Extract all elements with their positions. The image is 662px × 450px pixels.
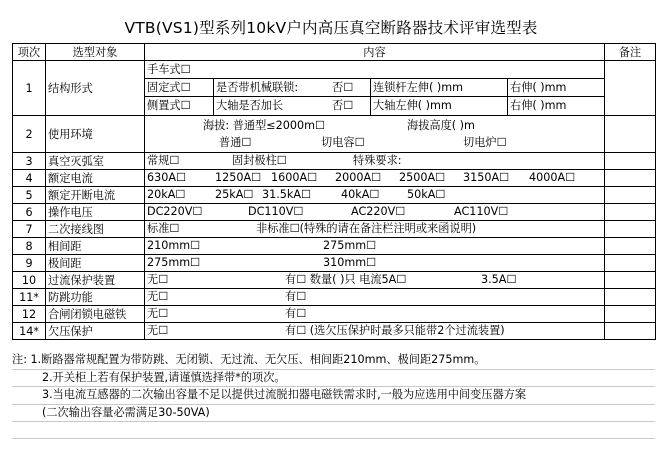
label-mech-interlock: 是否带机械联锁:: [216, 81, 299, 94]
row-label: 使用环境: [46, 116, 145, 153]
row-remarks[interactable]: [605, 238, 656, 255]
header-item-no: 项次: [13, 44, 46, 61]
option-voltage-ac110[interactable]: AC110V☐: [454, 205, 509, 218]
shaft-right-extend[interactable]: 右伸( )mm: [510, 99, 567, 112]
row-number: 14*: [13, 323, 46, 340]
option-voltage-dc220[interactable]: DC220V☐: [147, 205, 203, 218]
option-overcurrent-with[interactable]: 有☐ 数量( )只 电流5A☐: [285, 273, 407, 286]
option-interrupter-standard[interactable]: 常规☐: [147, 154, 180, 167]
row-label: 结构形式: [46, 61, 145, 116]
option-pole-310[interactable]: 310mm☐: [323, 256, 377, 269]
option-current-3150[interactable]: 3150A☐: [463, 171, 510, 184]
row-content: [145, 289, 605, 306]
page-title: VTB(VS1)型系列10kV户内高压真空断路器技术评审选型表: [124, 19, 538, 37]
row-remarks[interactable]: [605, 255, 656, 272]
option-env-normal[interactable]: 普通☐: [219, 136, 252, 149]
divider: [12, 386, 655, 387]
note-1: 注: 1.断路器常规配置为带防跳、无闭锁、无过流、无欠压、相间距210mm、极间距275mm。: [12, 353, 486, 366]
header-content: 内容: [145, 44, 605, 61]
option-current-2500[interactable]: 2500A☐: [399, 171, 446, 184]
row-label: 极间距: [46, 255, 145, 272]
divider: [12, 369, 655, 370]
row-content: [145, 187, 605, 204]
row-number: 6: [13, 204, 46, 221]
row-remarks[interactable]: [605, 221, 656, 238]
option-breaking-20ka[interactable]: 20kA☐: [147, 188, 186, 201]
option-wiring-nonstandard[interactable]: 非标准☐(特殊的请在备注栏注明或来函说明): [256, 222, 477, 235]
row-content: [145, 170, 605, 187]
option-env-furnace[interactable]: 切电炉☐: [463, 136, 507, 149]
table-header: [13, 44, 656, 61]
row-content: [145, 255, 605, 272]
table-row: [13, 272, 656, 289]
row-label: 相间距: [46, 238, 145, 255]
interlock-right-extend[interactable]: 右伸( )mm: [510, 81, 567, 94]
option-antipump-none[interactable]: 无☐: [147, 290, 169, 303]
option-pole-275[interactable]: 275mm☐: [147, 256, 201, 269]
row-label: 欠压保护: [46, 323, 145, 340]
note-2: 2.开关柜上若有保护装置,请谨慎选择带*的项次。: [42, 370, 286, 384]
option-closing-lock-none[interactable]: 无☐: [147, 307, 169, 320]
header-remarks: 备注: [605, 44, 656, 61]
table-row: [13, 204, 656, 221]
row-number: 9: [13, 255, 46, 272]
option-fixed[interactable]: 固定式☐: [147, 81, 191, 94]
altitude-height-field[interactable]: 海拔高度( )m: [407, 119, 475, 132]
row-remarks[interactable]: [605, 61, 656, 116]
row-content: [145, 204, 605, 221]
option-wiring-standard[interactable]: 标准☐: [147, 222, 180, 235]
row-number: 5: [13, 187, 46, 204]
row-content: [145, 238, 605, 255]
row-label: 真空灭弧室: [46, 153, 145, 170]
table-row: [13, 170, 656, 187]
option-current-630[interactable]: 630A☐: [147, 171, 187, 184]
row-number: 7: [13, 221, 46, 238]
note-3: 3.当电流互感器的二次输出容量不足以提供过流脱扣器电磁铁需求时,一般为应选用中间变压器方案: [42, 388, 527, 401]
divider: [12, 438, 655, 439]
option-current-1600[interactable]: 1600A☐: [271, 171, 318, 184]
row-remarks[interactable]: [605, 153, 656, 170]
row-remarks[interactable]: [605, 306, 656, 323]
header-object: 选型对象: [46, 44, 145, 61]
row-content: [145, 116, 605, 153]
row-remarks[interactable]: [605, 204, 656, 221]
row-number: 10: [13, 272, 46, 289]
option-overcurrent-3-5a[interactable]: 3.5A☐: [481, 273, 517, 286]
interlock-left-extend[interactable]: 连锁杆左伸( )mm: [373, 81, 464, 94]
row-number: 3: [13, 153, 46, 170]
row-content: [145, 272, 605, 289]
row-remarks[interactable]: [605, 323, 656, 340]
row-label: 过流保护装置: [46, 272, 145, 289]
row-remarks[interactable]: [605, 116, 656, 153]
option-current-4000[interactable]: 4000A☐: [529, 171, 576, 184]
option-breaking-40ka[interactable]: 40kA☐: [341, 188, 380, 201]
option-breaking-25ka[interactable]: 25kA☐: [215, 188, 254, 201]
option-voltage-dc110[interactable]: DC110V☐: [248, 205, 304, 218]
option-undervoltage-with[interactable]: 有☐ (选欠压保护时最多只能带2个过流装置): [285, 324, 505, 337]
option-side[interactable]: 侧置式☐: [147, 99, 191, 112]
option-embedded-pole[interactable]: 固封极柱☐: [232, 154, 287, 167]
option-voltage-ac220[interactable]: AC220V☐: [351, 205, 406, 218]
row-content: [145, 153, 605, 170]
label-shaft-extend: 大轴是否加长: [216, 99, 284, 112]
table-row: [13, 306, 656, 323]
table-row: [13, 289, 656, 306]
table-row: [13, 255, 656, 272]
row-label: 额定开断电流: [46, 187, 145, 204]
option-breaking-50ka[interactable]: 50kA☐: [407, 188, 446, 201]
row-number: 4: [13, 170, 46, 187]
row-remarks[interactable]: [605, 187, 656, 204]
shaft-left-extend[interactable]: 大轴左伸( )mm: [373, 99, 452, 112]
divider: [12, 404, 655, 405]
row-content: [145, 323, 605, 340]
option-closing-lock-with[interactable]: 有☐: [285, 307, 307, 320]
selection-table: [12, 43, 656, 340]
table-row: [13, 221, 656, 238]
table-row: [13, 153, 656, 170]
row-remarks[interactable]: [605, 272, 656, 289]
row-label: 操作电压: [46, 204, 145, 221]
table-row: [13, 61, 656, 116]
row-number: 8: [13, 238, 46, 255]
option-trolley[interactable]: 手车式☐: [147, 63, 191, 76]
row-label: 额定电流: [46, 170, 145, 187]
option-undervoltage-none[interactable]: 无☐: [147, 324, 169, 337]
option-phase-275[interactable]: 275mm☐: [323, 239, 377, 252]
label-special-request: 特殊要求:: [353, 154, 402, 167]
note-3-continued: (二次输出容量必需满足30-50VA): [42, 405, 210, 419]
row-content: [145, 61, 605, 116]
table-row: [13, 238, 656, 255]
row-label: 合闸闭锁电磁铁: [46, 306, 145, 323]
row-remarks[interactable]: [605, 170, 656, 187]
option-env-capacitor[interactable]: 切电容☐: [321, 136, 365, 149]
row-number: 2: [13, 116, 46, 153]
row-number: 1: [13, 61, 46, 116]
divider: [12, 421, 655, 422]
option-current-2000[interactable]: 2000A☐: [335, 171, 382, 184]
option-interlock-no[interactable]: 否☐: [332, 81, 354, 94]
option-phase-210[interactable]: 210mm☐: [147, 239, 201, 252]
option-current-1250[interactable]: 1250A☐: [215, 171, 262, 184]
table-row: [13, 323, 656, 340]
row-remarks[interactable]: [605, 289, 656, 306]
table-row: [13, 187, 656, 204]
option-shaft-no[interactable]: 否☐: [332, 99, 354, 112]
row-number: 12: [13, 306, 46, 323]
row-number: 11*: [13, 289, 46, 306]
option-antipump-with[interactable]: 有☐: [285, 290, 307, 303]
option-altitude-normal[interactable]: 海拔: 普通型≤2000m☐: [203, 119, 326, 132]
table-row: [13, 116, 656, 153]
row-label: 二次接线图: [46, 221, 145, 238]
row-content: [145, 306, 605, 323]
option-breaking-31-5ka[interactable]: 31.5kA☐: [262, 188, 312, 201]
row-label: 防跳功能: [46, 289, 145, 306]
row-content: [145, 221, 605, 238]
option-overcurrent-none[interactable]: 无☐: [147, 273, 169, 286]
